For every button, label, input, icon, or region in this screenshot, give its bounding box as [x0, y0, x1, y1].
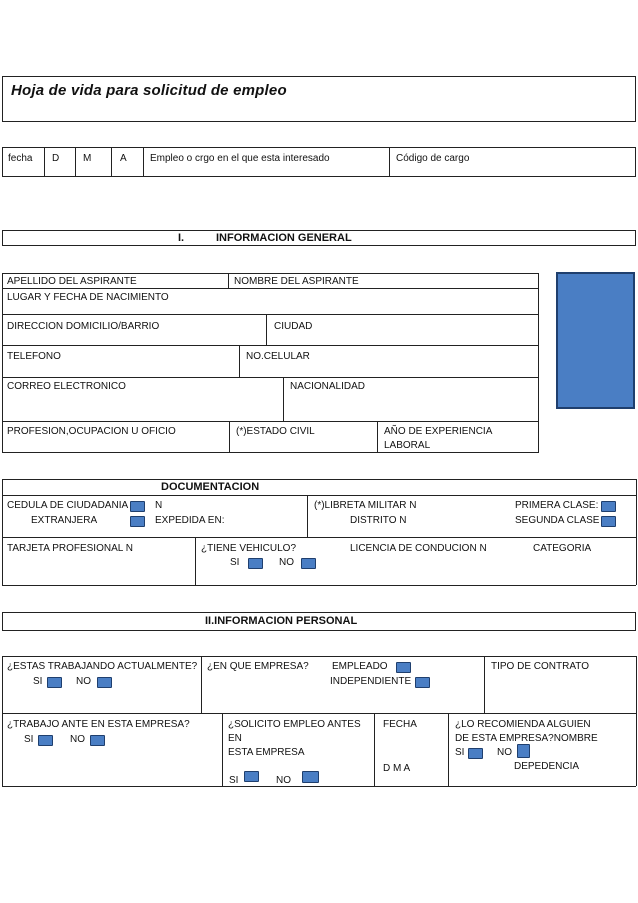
- trabajo-ante-no-label: NO: [70, 734, 85, 745]
- trabajando-si-checkbox[interactable]: [47, 677, 62, 688]
- solicito-label-line2: EN: [228, 733, 242, 744]
- solicito-no-checkbox[interactable]: [302, 771, 319, 783]
- categoria-label: CATEGORIA: [533, 543, 592, 554]
- ciudad-label: CIUDAD: [274, 321, 313, 332]
- telefono-label: TELEFONO: [7, 351, 61, 362]
- profesion-label: PROFESION,OCUPACION U OFICIO: [7, 426, 176, 437]
- direccion-label: DIRECCION DOMICILIO/BARRIO: [7, 321, 160, 332]
- section-1-number: I.: [178, 232, 185, 244]
- vehiculo-label: ¿TIENE VEHICULO?: [201, 543, 297, 554]
- empleo-label: Empleo o crgo en el que esta interesado: [150, 153, 330, 164]
- recomienda-si-label: SI: [455, 747, 465, 758]
- dependencia-label: DEPEDENCIA: [514, 761, 580, 772]
- trabajando-si-label: SI: [33, 676, 43, 687]
- trabajando-no-label: NO: [76, 676, 91, 687]
- empleado-label: EMPLEADO: [332, 661, 388, 672]
- year-label: A: [120, 153, 127, 164]
- segunda-clase-checkbox[interactable]: [601, 516, 616, 527]
- cedula-checkbox[interactable]: [130, 501, 145, 512]
- expedida-label: EXPEDIDA EN:: [155, 515, 225, 526]
- solicito-label-line3: ESTA EMPRESA: [228, 747, 305, 758]
- vehiculo-no-label: NO: [279, 557, 294, 568]
- trabajo-ante-si-checkbox[interactable]: [38, 735, 53, 746]
- cedula-label: CEDULA DE CIUDADANIA: [7, 500, 129, 511]
- page-title: Hoja de vida para solicitud de empleo: [11, 82, 287, 99]
- trabajo-ante-no-checkbox[interactable]: [90, 735, 105, 746]
- distrito-label: DISTRITO N: [350, 515, 407, 526]
- tarjeta-label: TARJETA PROFESIONAL N: [7, 543, 133, 554]
- primera-clase-checkbox[interactable]: [601, 501, 616, 512]
- nacionalidad-label: NACIONALIDAD: [290, 381, 366, 392]
- segunda-clase-label: SEGUNDA CLASE: [515, 515, 600, 526]
- vehiculo-si-label: SI: [230, 557, 240, 568]
- section-1-title: INFORMACION GENERAL: [216, 232, 352, 244]
- fecha-solicitud-label: FECHA: [383, 719, 417, 730]
- primera-clase-label: PRIMERA CLASE:: [515, 500, 599, 511]
- experiencia-label-line2: LABORAL: [384, 440, 431, 451]
- solicito-si-label: SI: [229, 775, 239, 786]
- documentacion-title: DOCUMENTACION: [161, 481, 260, 493]
- experiencia-label-line1: AÑO DE EXPERIENCIA: [384, 426, 493, 437]
- fecha-solicitud-dma: D M A: [383, 763, 411, 774]
- solicito-no-label: NO: [276, 775, 291, 786]
- solicito-label-line1: ¿SOLICITO EMPLEO ANTES: [228, 719, 361, 730]
- solicito-si-checkbox[interactable]: [244, 771, 259, 782]
- independiente-label: INDEPENDIENTE: [330, 676, 412, 687]
- correo-label: CORREO ELECTRONICO: [7, 381, 126, 392]
- estado-civil-label: (*)ESTADO CIVIL: [236, 426, 315, 437]
- libreta-label: (*)LIBRETA MILITAR N: [314, 500, 417, 511]
- vehiculo-si-checkbox[interactable]: [248, 558, 263, 569]
- recomienda-si-checkbox[interactable]: [468, 748, 483, 759]
- day-label: D: [52, 153, 60, 164]
- recomienda-no-checkbox[interactable]: [517, 744, 530, 758]
- trabajando-label: ¿ESTAS TRABAJANDO ACTUALMENTE?: [7, 661, 198, 672]
- independiente-checkbox[interactable]: [415, 677, 430, 688]
- photo-placeholder[interactable]: [556, 272, 635, 409]
- empleado-checkbox[interactable]: [396, 662, 411, 673]
- que-empresa-label: ¿EN QUE EMPRESA?: [207, 661, 309, 672]
- recomienda-no-label: NO: [497, 747, 512, 758]
- recomienda-label-line2: DE ESTA EMPRESA?NOMBRE: [455, 733, 598, 744]
- trabajando-no-checkbox[interactable]: [97, 677, 112, 688]
- codigo-label: Código de cargo: [396, 153, 470, 164]
- celular-label: NO.CELULAR: [246, 351, 310, 362]
- tipo-contrato-label: TIPO DE CONTRATO: [491, 661, 589, 672]
- licencia-label: LICENCIA DE CONDUCION N: [350, 543, 487, 554]
- recomienda-label-line1: ¿LO RECOMIENDA ALGUIEN: [455, 719, 591, 730]
- trabajo-ante-si-label: SI: [24, 734, 34, 745]
- section-2-title: II.INFORMACION PERSONAL: [205, 615, 358, 627]
- lugar-fecha-label: LUGAR Y FECHA DE NACIMIENTO: [7, 292, 169, 303]
- apellido-label: APELLIDO DEL ASPIRANTE: [7, 276, 137, 287]
- cedula-n-label: N: [155, 500, 163, 511]
- extranjera-checkbox[interactable]: [130, 516, 145, 527]
- nombre-label: NOMBRE DEL ASPIRANTE: [234, 276, 359, 287]
- vehiculo-no-checkbox[interactable]: [301, 558, 316, 569]
- trabajo-ante-label: ¿TRABAJO ANTE EN ESTA EMPRESA?: [7, 719, 190, 730]
- fecha-label: fecha: [8, 153, 33, 164]
- month-label: M: [83, 153, 92, 164]
- extranjera-label: EXTRANJERA: [31, 515, 98, 526]
